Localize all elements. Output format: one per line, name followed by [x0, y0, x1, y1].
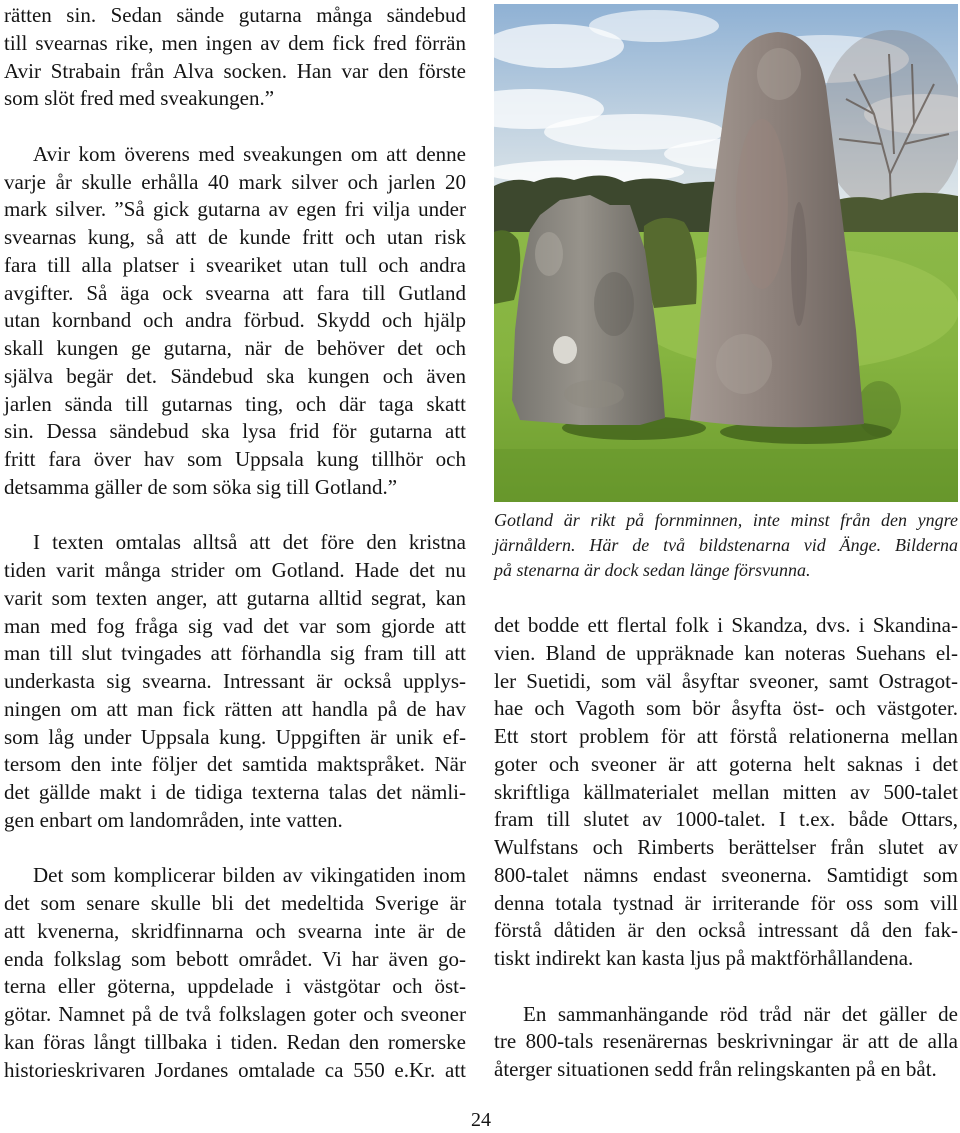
text-line: Avir Strabain från Alva socken. Han var den förste: [4, 58, 466, 83]
text-line: vien. Bland de uppräknade kan noteras Suehans el-: [494, 640, 958, 665]
text-line: 800-talet nämns endast sveonerna. Samtidigt som: [494, 862, 958, 887]
text-line: förstå dåtiden är den också intressant då den fak-: [494, 918, 958, 943]
text-line: götar. Namnet på de två folkslagen goter och sveoner: [4, 1002, 466, 1026]
text-line: på stenarna är dock sedan länge försvunna.: [494, 560, 811, 580]
text-line: det som senare skulle bli det medeltida Sverige är: [4, 891, 466, 915]
text-line: tersom den inte följer det samtida maktspråket. När: [4, 752, 466, 777]
photo-foreground-grass: [494, 449, 958, 502]
text-line: fara till alla platser i sveariket utan tull och andra: [4, 252, 466, 277]
text-line: järnåldern. Här de två bildstenarna vid Änge. Bilderna: [494, 535, 958, 555]
text-line: varit som texten anger, att gutarna alltid segrat, kan: [4, 585, 466, 610]
text-line: avgifter. Så äga ock svearna att fara till Gutland: [4, 280, 466, 305]
text-line: sin. Dessa sändebud ska lysa frid för gutarna att: [4, 419, 466, 444]
text-line: Avir kom överens med sveakungen om att denne: [33, 141, 466, 166]
text-line: detsamma gäller de som söka sig till Gotland.”: [4, 474, 398, 499]
text-line: det gällde makt i de tidiga texterna talas det nämli-: [4, 780, 466, 804]
text-line: svearnas kung, så att de kunde fritt och utan risk: [4, 225, 466, 249]
text-line: ningen om att man fick rätten att handla på de hav: [4, 696, 466, 721]
paragraph: [494, 1001, 958, 1084]
text-line: tiskt indirekt kan kasta ljus på maktförhållandena.: [494, 946, 914, 970]
text-line: mark silver. ”Så gick gutarna av egen fri vilja under: [4, 197, 466, 222]
text-line: goter och sveoner är att goterna helt saknas i det: [494, 751, 958, 776]
text-line: enda folkslag som bebott området. Vi har även go-: [4, 946, 466, 971]
text-line: Ett stort problem för att förstå relationerna mellan: [494, 724, 958, 748]
paragraph: [4, 529, 466, 834]
page-number: 24: [471, 1109, 491, 1131]
text-line: fritt fara över hav som Uppsala kung tillhör och: [4, 447, 466, 471]
caption-text: [494, 508, 958, 583]
text-line: själva begär det. Sändebud ska kungen och även: [4, 363, 466, 388]
standing-stones-photo: [494, 4, 958, 502]
text-line: återger situationen sedd från relingskanten på en båt.: [494, 1057, 937, 1081]
text-line: terna eller göterna, uppdelade i västgötar och öst-: [4, 974, 466, 999]
text-line: man med fog fråga sig vad det var som gjorde att: [4, 613, 466, 638]
text-line: Det som komplicerar bilden av vikingatiden inom: [33, 863, 466, 888]
text-line: tiden varit många strider om Gotland. Hade det nu: [4, 558, 466, 582]
text-line: man till slut tvingades att förhandla sig fram till att: [4, 641, 466, 666]
text-line: jarlen sända till gutarnas ting, och där taga skatt: [4, 391, 466, 416]
text-line: till svearnas rike, men ingen av dem fick fred förrän: [4, 30, 466, 55]
text-line: En sammanhängande röd tråd när det gäller de: [523, 1001, 958, 1026]
photo-middle-shrub: [644, 218, 697, 308]
text-line: underkasta sig svearna. Intressant är också upplys-: [4, 669, 466, 693]
text-line: som slöt fred med sveakungen.”: [4, 86, 275, 111]
text-line: I texten omtalas alltså att det före den kristna: [33, 530, 466, 555]
text-line: rätten sin. Sedan sände gutarna många sändebud: [4, 3, 466, 27]
text-line: som låg under Uppsala kung. Uppgiften är unik ef-: [4, 724, 466, 749]
paragraph: [4, 2, 466, 113]
text-line: varje år skulle erhålla 40 mark silver och jarlen 20: [4, 169, 466, 194]
text-line: denna totala tystnad är irriterande för oss som vill: [494, 890, 958, 915]
text-line: ler Suetidi, som väl åsyftar sveoner, samt Ostragot-: [494, 668, 958, 693]
text-line: Gotland är rikt på fornminnen, inte minst från den yngre: [494, 510, 958, 530]
text-line: skriftliga källmaterialet mellan mitten av 500-talet: [494, 779, 958, 804]
text-line: historieskrivaren Jordanes omtalade ca 550 e.Kr. att: [4, 1057, 466, 1082]
figure-caption: [494, 508, 958, 583]
left-column: [4, 2, 466, 1084]
text-line: Wulfstans och Rimberts berättelser från slutet av: [494, 835, 958, 859]
text-line: gen enbart om landområden, inte vatten.: [4, 807, 343, 832]
paragraph: [4, 862, 466, 1084]
text-line: tre 800-tals resenärernas beskrivningar är att de alla: [494, 1029, 958, 1054]
text-line: fram till slutet av 1000-talet. I t.ex. både Ottars,: [494, 807, 958, 832]
text-line: hae och Vagoth som bör åsyfta öst- och västgoter.: [494, 696, 958, 721]
text-line: kan föras långt tillbaka i tiden. Redan den romerske: [4, 1029, 466, 1054]
text-line: det bodde ett flertal folk i Skandza, dvs. i Skandina-: [494, 613, 958, 637]
text-line: att kvenerna, skridfinnarna och svearna inte är de: [4, 918, 466, 943]
paragraph: [494, 612, 958, 973]
paragraph: [4, 141, 466, 502]
photo-illustration: [494, 4, 958, 502]
right-column: [494, 612, 958, 1084]
text-line: skall kungen ge gutarna, när de behöver det och: [4, 336, 466, 360]
text-line: utan kornband och andra förbud. Skydd och hjälp: [4, 308, 466, 333]
